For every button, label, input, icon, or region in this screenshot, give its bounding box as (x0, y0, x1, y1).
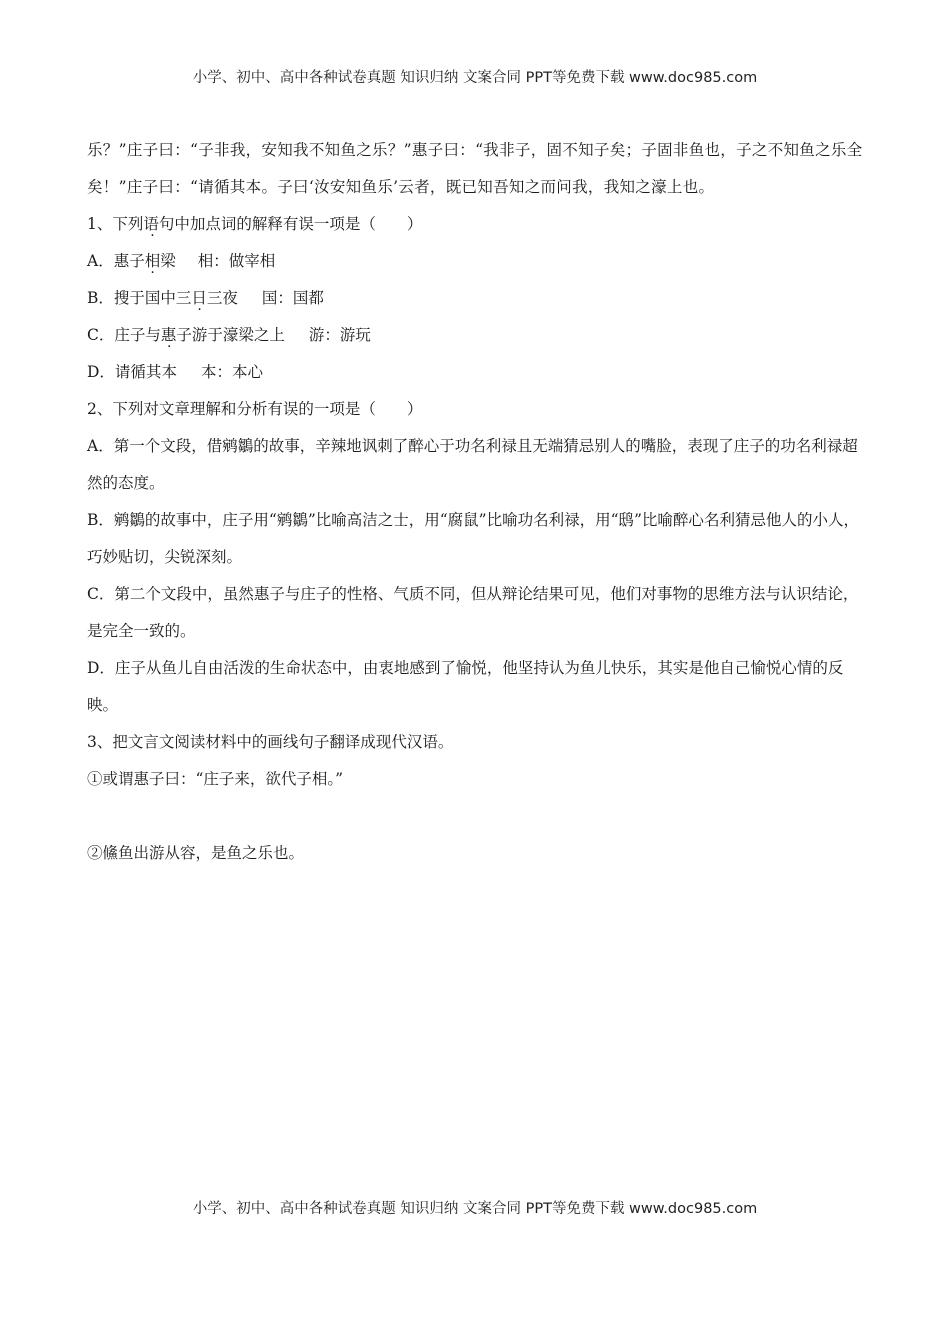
question-3-item-1: ①或谓惠子曰：“庄子来，欲代子相。” (87, 770, 344, 788)
emphasis-dot-word: 游 (191, 326, 208, 344)
question-1-option-d: D．请循其本 本：本心 (87, 354, 863, 391)
page-header: 小学、初中、高中各种试卷真题 知识归纳 文案合同 PPT等免费下载 www.doc985.com (192, 70, 758, 86)
page-footer: 小学、初中、高中各种试卷真题 知识归纳 文案合同 PPT等免费下载 www.doc985.com (192, 1201, 758, 1217)
emphasis-dot-word: 国 (144, 289, 161, 307)
emphasis-dot-word: 本 (161, 363, 177, 381)
passage-text: 乐？”庄子曰：“子非我，安知我不知鱼之乐？”惠子曰：“我非子，固不知子矣；子固非鱼也，子之不知鱼之乐全矣！”庄子曰：“请循其本。子曰‘汝安知鱼乐’云者，既已知吾知之而问我，我知之濠上也。 (87, 141, 863, 196)
question-3-stem: 3、把文言文阅读材料中的画线句子翻译成现代汉语。 (87, 733, 454, 751)
question-1-option-a: A．惠子相梁 相：做宰相 (87, 243, 863, 280)
question-2-option-c: C．第二个文段中，虽然惠子与庄子的性格、气质不同，但从辩论结果可见，他们对事物的思维方法与认识结论，是完全一致的。 (87, 585, 859, 640)
answer-space (87, 798, 863, 835)
question-1-stem: 1、下列语句中加点词的解释有误一项是（ ） (87, 215, 423, 233)
question-2-stem: 2、下列对文章理解和分析有误的一项是（ ） (87, 400, 423, 418)
question-2-option-a: A．第一个文段，借鹓鶵的故事，辛辣地讽刺了醉心于功名利禄且无端猜忌别人的嘴脸，表现了庄子的功名利禄超然的态度。 (87, 437, 858, 492)
document-body (87, 132, 863, 872)
question-1-option-b: B．搜于国中三日三夜 国：国都 (87, 280, 863, 317)
question-2-option-b: B．鹓鶵的故事中，庄子用“鹓鶵”比喻高洁之士，用“腐鼠”比喻功名利禄，用“鸱”比喻醉心名利猜忌他人的小人，巧妙贴切，尖锐深刻。 (87, 511, 859, 566)
question-3-item-2: ②鯈鱼出游从容，是鱼之乐也。 (87, 844, 305, 862)
question-2-option-d: D．庄子从鱼儿自由活泼的生命状态中，由衷地感到了愉悦，他坚持认为鱼儿快乐，其实是他自己愉悦心情的反映。 (87, 659, 844, 714)
question-1-option-c: C．庄子与惠子游于濠梁之上 游：游玩 (87, 317, 863, 354)
emphasis-dot-word: 相 (144, 252, 161, 270)
